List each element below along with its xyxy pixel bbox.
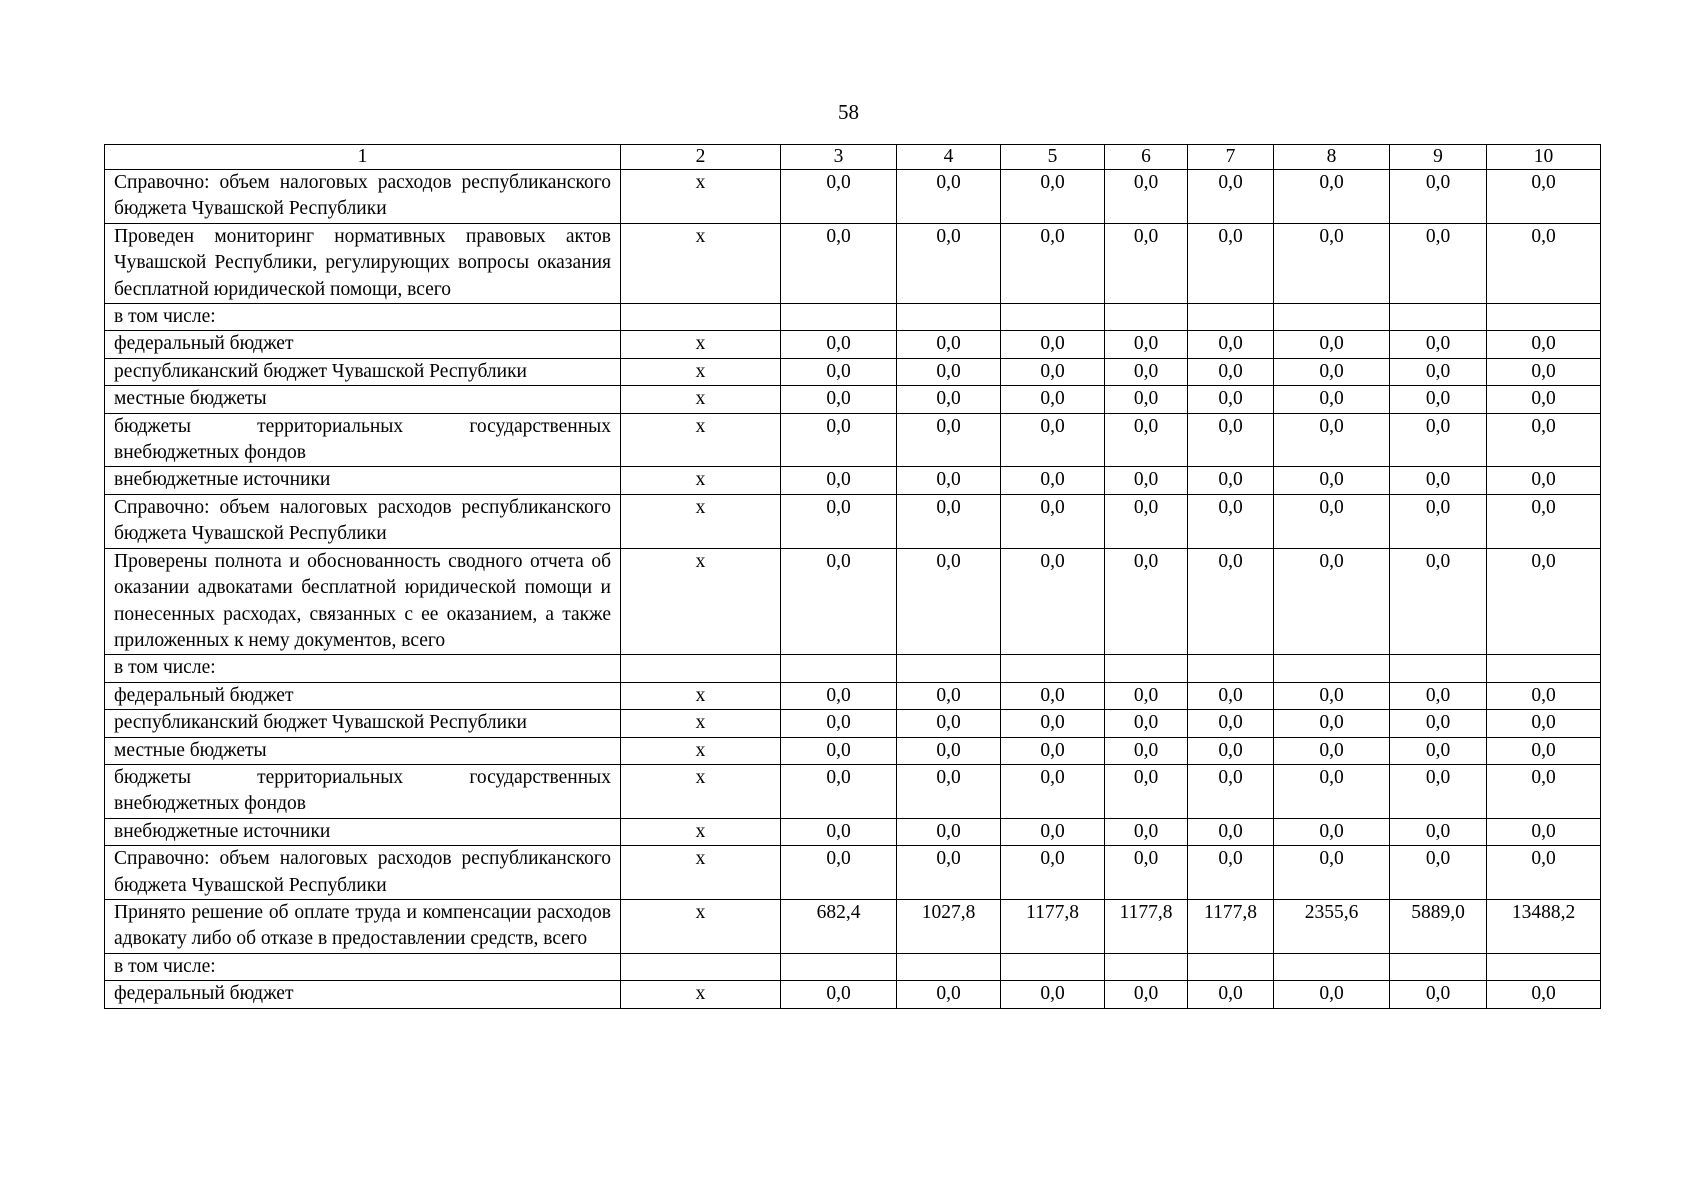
row-value: 0,0 xyxy=(1001,358,1105,385)
row-value xyxy=(1188,655,1274,682)
row-description: Принято решение об оплате труда и компенсации расходов адвокату либо об отказе в предоставлении средств, всего xyxy=(105,899,621,953)
row-value: 0,0 xyxy=(1487,494,1601,548)
row-column-2: х xyxy=(621,548,781,655)
row-value: 0,0 xyxy=(1188,358,1274,385)
row-column-2: х xyxy=(621,331,781,358)
row-value: 0,0 xyxy=(1188,548,1274,655)
row-value: 0,0 xyxy=(1390,846,1487,900)
row-description: бюджеты территориальных государственных внебюджетных фондов xyxy=(105,764,621,818)
row-value: 0,0 xyxy=(1188,682,1274,709)
row-description: бюджеты территориальных государственных внебюджетных фондов xyxy=(105,413,621,467)
row-value xyxy=(1487,304,1601,331)
row-value: 0,0 xyxy=(1001,386,1105,413)
row-value: 0,0 xyxy=(897,358,1001,385)
row-value: 0,0 xyxy=(1487,467,1601,494)
row-description: Проверены полнота и обоснованность сводного отчета об оказании адвокатами бесплатной юридической помощи и понесенных расходах, связанных с ее оказанием, а также приложенных к нему документов, всего xyxy=(105,548,621,655)
row-value: 0,0 xyxy=(1390,170,1487,224)
row-value: 0,0 xyxy=(1487,764,1601,818)
row-column-2: х xyxy=(621,386,781,413)
table-row xyxy=(105,710,1601,737)
row-value xyxy=(897,953,1001,980)
row-value: 0,0 xyxy=(1105,413,1188,467)
row-value: 0,0 xyxy=(1188,981,1274,1008)
row-description: Справочно: объем налоговых расходов республиканского бюджета Чувашской Республики xyxy=(105,170,621,224)
row-value: 0,0 xyxy=(897,331,1001,358)
table-row xyxy=(105,846,1601,900)
row-value: 0,0 xyxy=(1105,846,1188,900)
row-value: 0,0 xyxy=(1390,710,1487,737)
row-value: 0,0 xyxy=(1274,467,1390,494)
row-value: 0,0 xyxy=(781,548,897,655)
row-value: 5889,0 xyxy=(1390,899,1487,953)
row-value: 0,0 xyxy=(1105,358,1188,385)
row-value: 0,0 xyxy=(897,548,1001,655)
row-value: 0,0 xyxy=(1001,981,1105,1008)
row-value: 0,0 xyxy=(781,737,897,764)
page-number: 58 xyxy=(838,100,859,124)
row-value: 0,0 xyxy=(1105,710,1188,737)
row-value xyxy=(1105,304,1188,331)
column-header: 1 xyxy=(105,145,621,170)
row-value: 0,0 xyxy=(1487,682,1601,709)
row-description: федеральный бюджет xyxy=(105,331,621,358)
row-value: 0,0 xyxy=(1105,386,1188,413)
row-value: 0,0 xyxy=(781,818,897,845)
row-value: 0,0 xyxy=(781,170,897,224)
table-row xyxy=(105,386,1601,413)
table-row xyxy=(105,223,1601,303)
row-value: 0,0 xyxy=(897,981,1001,1008)
row-value: 0,0 xyxy=(1188,413,1274,467)
row-description: местные бюджеты xyxy=(105,386,621,413)
row-value: 0,0 xyxy=(1105,467,1188,494)
row-value: 0,0 xyxy=(1188,818,1274,845)
row-value: 682,4 xyxy=(781,899,897,953)
row-value: 0,0 xyxy=(1188,710,1274,737)
row-value: 0,0 xyxy=(1274,818,1390,845)
column-header: 2 xyxy=(621,145,781,170)
row-value: 0,0 xyxy=(1001,710,1105,737)
row-value: 0,0 xyxy=(1188,846,1274,900)
row-value: 0,0 xyxy=(897,170,1001,224)
row-value: 0,0 xyxy=(1274,386,1390,413)
row-value: 0,0 xyxy=(1274,764,1390,818)
table-row xyxy=(105,655,1601,682)
row-value: 0,0 xyxy=(1001,846,1105,900)
row-column-2: х xyxy=(621,846,781,900)
table-row xyxy=(105,981,1601,1008)
table-row xyxy=(105,304,1601,331)
row-value xyxy=(1390,655,1487,682)
row-value xyxy=(781,953,897,980)
row-value: 0,0 xyxy=(1105,981,1188,1008)
row-value: 0,0 xyxy=(781,682,897,709)
row-value: 1177,8 xyxy=(1001,899,1105,953)
row-value xyxy=(781,304,897,331)
row-value: 0,0 xyxy=(1001,818,1105,845)
row-column-2: х xyxy=(621,170,781,224)
row-description: в том числе: xyxy=(105,655,621,682)
row-value: 0,0 xyxy=(1001,467,1105,494)
row-value: 1027,8 xyxy=(897,899,1001,953)
row-value: 0,0 xyxy=(897,818,1001,845)
row-value: 0,0 xyxy=(781,846,897,900)
row-value: 0,0 xyxy=(1274,710,1390,737)
row-value: 0,0 xyxy=(1274,846,1390,900)
row-column-2 xyxy=(621,304,781,331)
row-value: 13488,2 xyxy=(1487,899,1601,953)
row-value: 0,0 xyxy=(897,764,1001,818)
row-value: 0,0 xyxy=(1188,494,1274,548)
row-value: 0,0 xyxy=(1274,413,1390,467)
row-value: 0,0 xyxy=(1487,223,1601,303)
row-value: 0,0 xyxy=(1390,494,1487,548)
row-description: Справочно: объем налоговых расходов республиканского бюджета Чувашской Республики xyxy=(105,846,621,900)
row-value xyxy=(1001,655,1105,682)
row-description: федеральный бюджет xyxy=(105,682,621,709)
row-value: 0,0 xyxy=(1487,386,1601,413)
row-value: 0,0 xyxy=(1487,170,1601,224)
row-value: 0,0 xyxy=(781,710,897,737)
row-value: 0,0 xyxy=(781,494,897,548)
table-row xyxy=(105,467,1601,494)
row-column-2: х xyxy=(621,682,781,709)
row-value: 0,0 xyxy=(1001,494,1105,548)
row-value: 0,0 xyxy=(1487,358,1601,385)
row-value: 0,0 xyxy=(897,494,1001,548)
row-value: 0,0 xyxy=(781,764,897,818)
row-value: 0,0 xyxy=(781,223,897,303)
row-value xyxy=(897,304,1001,331)
row-value: 0,0 xyxy=(1105,331,1188,358)
table-row xyxy=(105,413,1601,467)
table-row xyxy=(105,764,1601,818)
row-value: 1177,8 xyxy=(1105,899,1188,953)
row-description: в том числе: xyxy=(105,304,621,331)
table-row xyxy=(105,170,1601,224)
row-column-2: х xyxy=(621,467,781,494)
row-value: 0,0 xyxy=(1188,737,1274,764)
row-value: 0,0 xyxy=(1390,358,1487,385)
row-value: 0,0 xyxy=(1487,846,1601,900)
row-value: 0,0 xyxy=(1274,223,1390,303)
row-description: внебюджетные источники xyxy=(105,467,621,494)
row-value: 0,0 xyxy=(1105,764,1188,818)
row-value: 1177,8 xyxy=(1188,899,1274,953)
row-value: 0,0 xyxy=(897,846,1001,900)
row-value: 0,0 xyxy=(897,682,1001,709)
column-header: 6 xyxy=(1105,145,1188,170)
row-value xyxy=(1274,304,1390,331)
row-value: 0,0 xyxy=(897,737,1001,764)
row-value: 0,0 xyxy=(1390,764,1487,818)
row-value: 0,0 xyxy=(1390,818,1487,845)
row-value: 0,0 xyxy=(1188,223,1274,303)
row-column-2: х xyxy=(621,764,781,818)
row-value: 0,0 xyxy=(1390,223,1487,303)
row-column-2: х xyxy=(621,710,781,737)
row-value: 0,0 xyxy=(897,386,1001,413)
row-value: 0,0 xyxy=(1188,467,1274,494)
row-value: 0,0 xyxy=(1487,710,1601,737)
table-row xyxy=(105,548,1601,655)
row-description: в том числе: xyxy=(105,953,621,980)
row-value: 0,0 xyxy=(1188,170,1274,224)
column-header: 8 xyxy=(1274,145,1390,170)
row-value xyxy=(1487,953,1601,980)
row-value: 0,0 xyxy=(897,223,1001,303)
row-value: 0,0 xyxy=(1105,682,1188,709)
row-value: 0,0 xyxy=(1274,358,1390,385)
row-column-2: х xyxy=(621,358,781,385)
row-value: 0,0 xyxy=(897,467,1001,494)
row-value: 0,0 xyxy=(781,358,897,385)
table-row xyxy=(105,953,1601,980)
row-value: 0,0 xyxy=(1390,737,1487,764)
row-value: 0,0 xyxy=(897,710,1001,737)
row-description: местные бюджеты xyxy=(105,737,621,764)
row-value: 0,0 xyxy=(1487,818,1601,845)
column-header: 5 xyxy=(1001,145,1105,170)
row-value: 2355,6 xyxy=(1274,899,1390,953)
row-value: 0,0 xyxy=(1390,467,1487,494)
row-value: 0,0 xyxy=(1274,170,1390,224)
row-value: 0,0 xyxy=(1188,386,1274,413)
row-value: 0,0 xyxy=(1274,548,1390,655)
row-value: 0,0 xyxy=(1001,764,1105,818)
row-value: 0,0 xyxy=(1188,764,1274,818)
row-column-2: х xyxy=(621,737,781,764)
row-column-2: х xyxy=(621,818,781,845)
row-value: 0,0 xyxy=(1105,818,1188,845)
row-value: 0,0 xyxy=(781,413,897,467)
table-body xyxy=(105,145,1601,1009)
row-value: 0,0 xyxy=(1105,223,1188,303)
table-row xyxy=(105,358,1601,385)
row-value: 0,0 xyxy=(1105,170,1188,224)
row-value: 0,0 xyxy=(1487,331,1601,358)
row-value xyxy=(897,655,1001,682)
row-value: 0,0 xyxy=(1001,223,1105,303)
row-column-2: х xyxy=(621,981,781,1008)
row-value: 0,0 xyxy=(1105,737,1188,764)
row-value xyxy=(1001,304,1105,331)
table-row xyxy=(105,682,1601,709)
row-column-2: х xyxy=(621,223,781,303)
row-value: 0,0 xyxy=(1274,331,1390,358)
row-value: 0,0 xyxy=(1487,737,1601,764)
row-value: 0,0 xyxy=(1274,737,1390,764)
row-value: 0,0 xyxy=(781,981,897,1008)
row-value: 0,0 xyxy=(1390,981,1487,1008)
row-value: 0,0 xyxy=(1487,548,1601,655)
row-description: федеральный бюджет xyxy=(105,981,621,1008)
table-row xyxy=(105,494,1601,548)
row-value: 0,0 xyxy=(1487,413,1601,467)
column-header: 10 xyxy=(1487,145,1601,170)
row-value xyxy=(1105,655,1188,682)
table-row xyxy=(105,899,1601,953)
row-value: 0,0 xyxy=(1001,737,1105,764)
table-header-row xyxy=(105,145,1601,170)
row-value: 0,0 xyxy=(1274,682,1390,709)
row-column-2: х xyxy=(621,413,781,467)
row-value xyxy=(1487,655,1601,682)
row-description: республиканский бюджет Чувашской Республики xyxy=(105,710,621,737)
row-value: 0,0 xyxy=(781,467,897,494)
column-header: 4 xyxy=(897,145,1001,170)
row-value xyxy=(781,655,897,682)
row-value: 0,0 xyxy=(781,331,897,358)
row-value: 0,0 xyxy=(1390,413,1487,467)
row-value: 0,0 xyxy=(1390,331,1487,358)
row-value: 0,0 xyxy=(1001,548,1105,655)
table-row xyxy=(105,818,1601,845)
row-value xyxy=(1105,953,1188,980)
row-value xyxy=(1001,953,1105,980)
table-row xyxy=(105,737,1601,764)
row-description: Справочно: объем налоговых расходов республиканского бюджета Чувашской Республики xyxy=(105,494,621,548)
row-value xyxy=(1390,953,1487,980)
row-value xyxy=(1274,953,1390,980)
row-column-2 xyxy=(621,655,781,682)
row-value xyxy=(1390,304,1487,331)
row-value: 0,0 xyxy=(1001,331,1105,358)
column-header: 3 xyxy=(781,145,897,170)
row-column-2: х xyxy=(621,494,781,548)
row-value xyxy=(1274,655,1390,682)
row-column-2: х xyxy=(621,899,781,953)
row-value: 0,0 xyxy=(781,386,897,413)
column-header: 7 xyxy=(1188,145,1274,170)
row-value: 0,0 xyxy=(1105,548,1188,655)
row-value xyxy=(1188,304,1274,331)
column-header: 9 xyxy=(1390,145,1487,170)
table-row xyxy=(105,331,1601,358)
row-value: 0,0 xyxy=(1487,981,1601,1008)
row-description: республиканский бюджет Чувашской Республики xyxy=(105,358,621,385)
row-value: 0,0 xyxy=(1390,548,1487,655)
row-column-2 xyxy=(621,953,781,980)
row-value: 0,0 xyxy=(1274,981,1390,1008)
row-value: 0,0 xyxy=(1105,494,1188,548)
row-value: 0,0 xyxy=(1274,494,1390,548)
row-value: 0,0 xyxy=(1001,682,1105,709)
row-value: 0,0 xyxy=(1188,331,1274,358)
row-value: 0,0 xyxy=(1001,170,1105,224)
row-value xyxy=(1188,953,1274,980)
row-value: 0,0 xyxy=(1001,413,1105,467)
row-description: Проведен мониторинг нормативных правовых актов Чувашской Республики, регулирующих вопросы оказания бесплатной юридической помощи, всего xyxy=(105,223,621,303)
row-description: внебюджетные источники xyxy=(105,818,621,845)
row-value: 0,0 xyxy=(1390,682,1487,709)
row-value: 0,0 xyxy=(1390,386,1487,413)
budget-table xyxy=(104,144,1601,1009)
row-value: 0,0 xyxy=(897,413,1001,467)
